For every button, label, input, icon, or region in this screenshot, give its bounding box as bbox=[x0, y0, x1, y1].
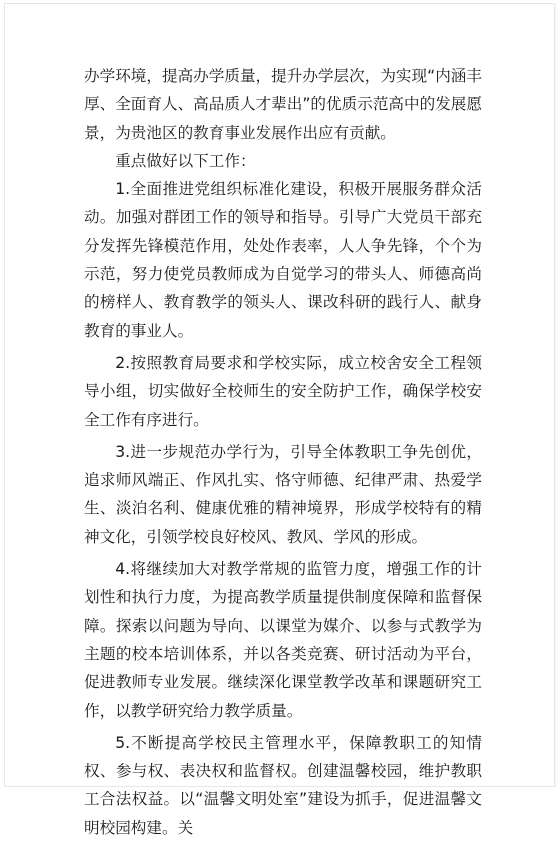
paragraph-item-2: 2.按照教育局要求和学校实际，成立校舍安全工程领导小组，切实做好全校师生的安全防护工作，确保学校安全工作有序进行。 bbox=[84, 353, 482, 429]
paragraph-item-4: 4.将继续加大对教学常规的监管力度，增强工作的计划性和执行力度，为提高教学质量提供制度保障和监督保障。探索以问题为导向、以课堂为媒介、以参与式教学为主题的校本培训体系，并以各类竞赛、研讨活动为平台，促进教师专业发展。继续深化课堂教学改革和课题研究工作，以教学研究给力教学质量。 bbox=[84, 560, 482, 720]
paragraph-item-5: 5.不断提高学校民主管理水平，保障教职工的知情权、参与权、表决权和监督权。创建温馨校园，维护教职工合法权益。以“温馨文明处室”建设为抓手，促进温馨文明校园构建。关 bbox=[84, 733, 482, 837]
paragraph-item-1: 1.全面推进党组织标准化建设，积极开展服务群众活动。加强对群团工作的领导和指导。引导广大党员干部充分发挥先锋模范作用，处处作表率，人人争先锋，个个为示范，努力使党员教师成为自觉学习的带头人、师德高尚的榜样人、教育教学的领头人、课改科研的践行人、献身教育的事业人。 bbox=[84, 180, 482, 340]
paragraph-key-work-heading: 重点做好以下工作： bbox=[115, 151, 256, 170]
document-body bbox=[84, 62, 482, 842]
paragraph-continuation: 办学环境，提高办学质量，提升办学层次，为实现“内涵丰厚、全面育人、高品质人才辈出”的优质示范高中的发展愿景，为贵池区的教育事业发展作出应有贡献。 bbox=[84, 67, 482, 142]
paragraph-item-3: 3.进一步规范办学行为，引导全体教职工争先创优，追求师风端正、作风扎实、恪守师德、纪律严肃、热爱学生、淡泊名利、健康优雅的精神境界，形成学校特有的精神文化，引领学校良好校风、教风、学风的形成。 bbox=[84, 442, 482, 546]
